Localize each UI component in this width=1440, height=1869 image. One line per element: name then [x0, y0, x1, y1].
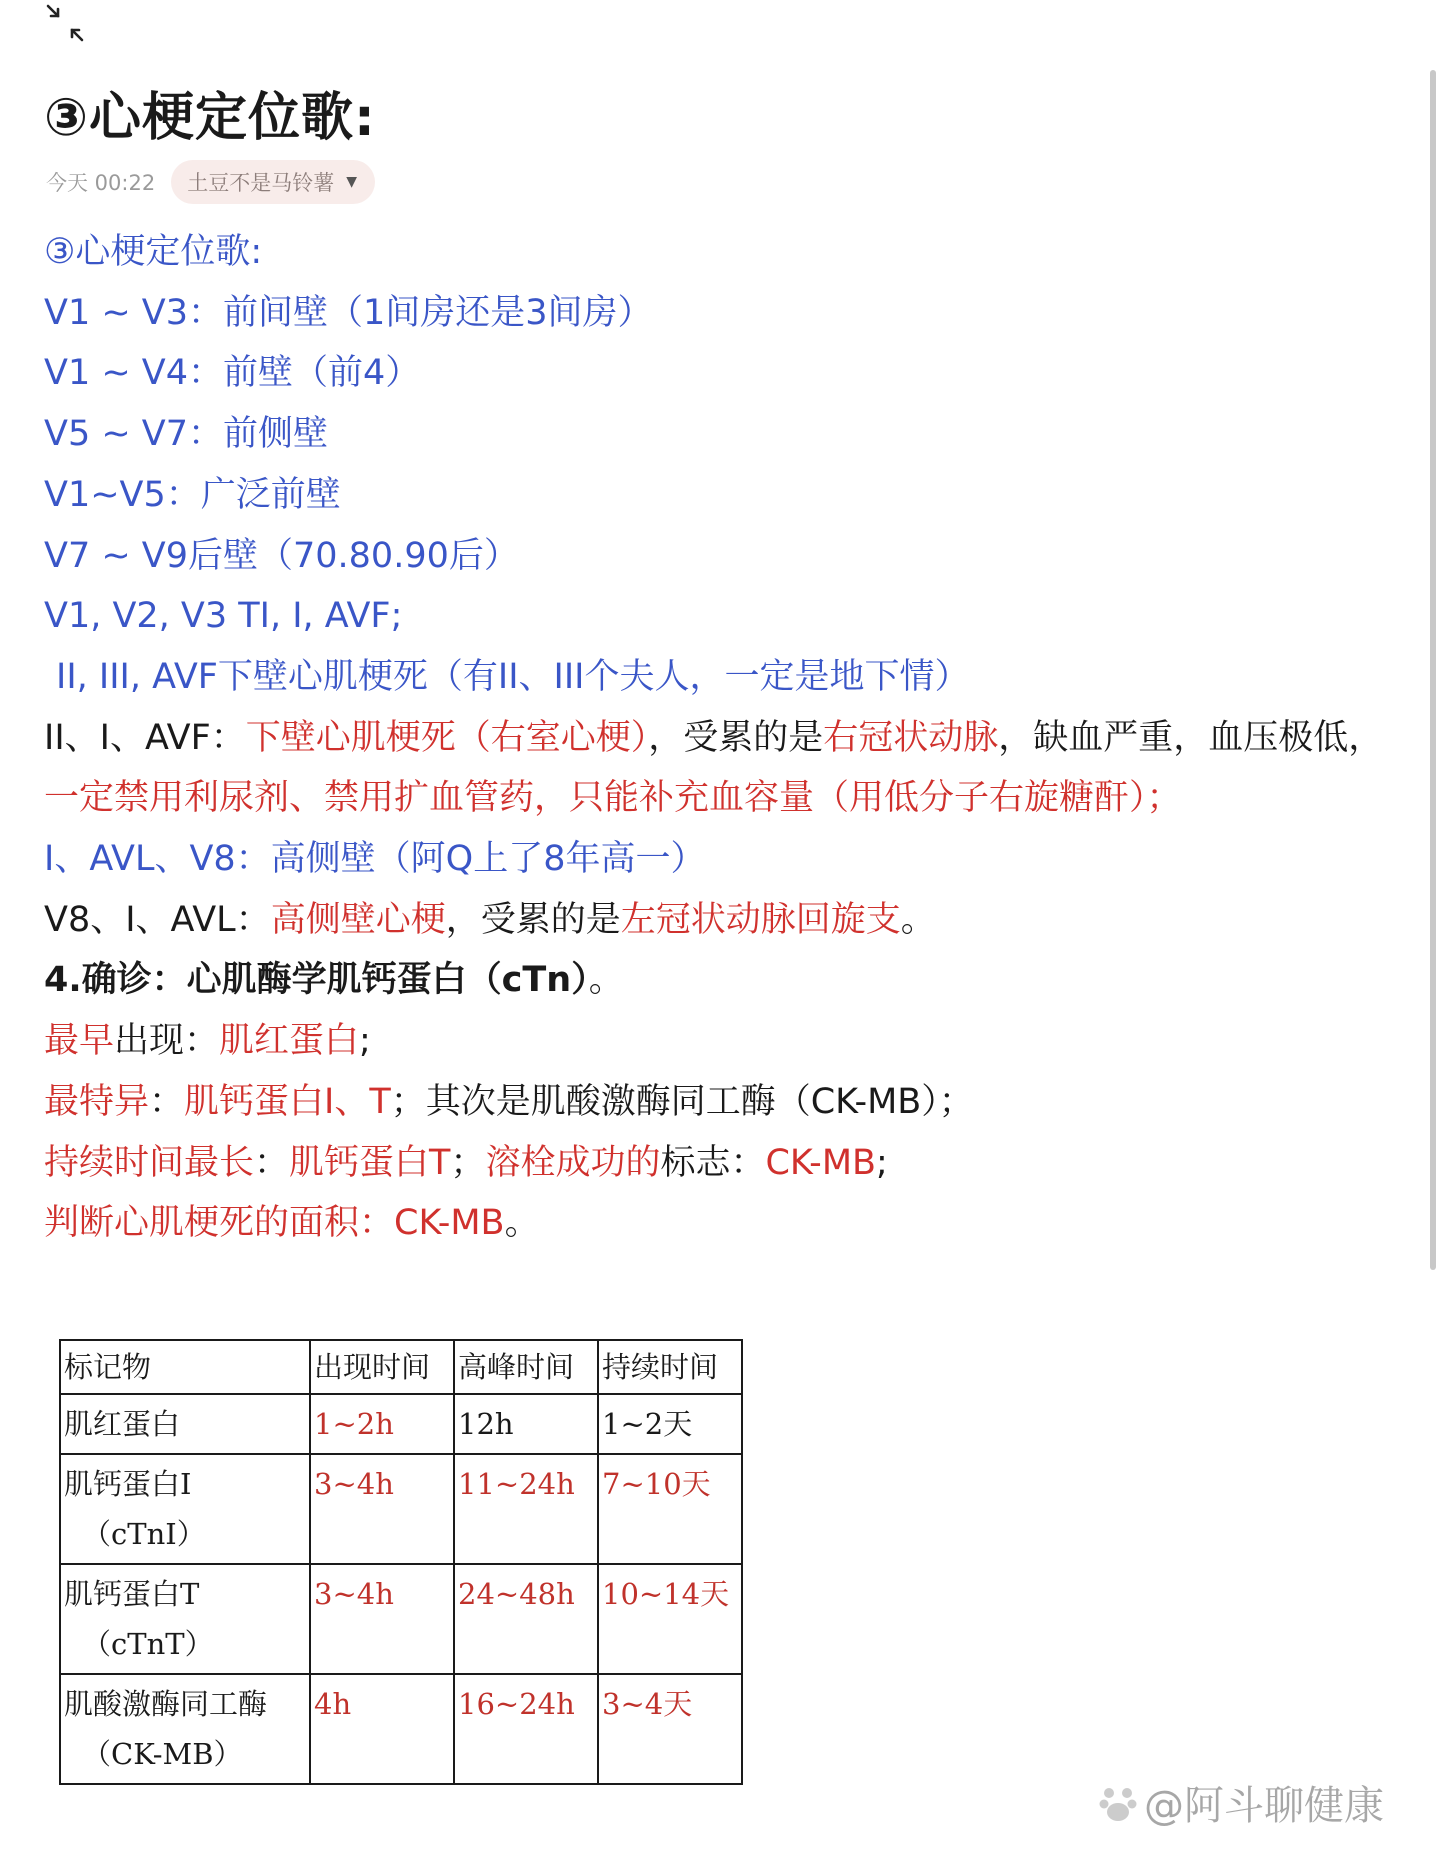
text-span: 最特异 — [44, 1081, 150, 1122]
marker-name: 肌红蛋白 — [64, 1407, 181, 1441]
note-body — [44, 222, 1404, 1254]
scrollbar[interactable] — [1430, 70, 1436, 1270]
text-span: 溶栓成功的 — [485, 1142, 661, 1183]
text-line: V1~V5：广泛前壁 — [44, 474, 341, 515]
text-line — [44, 890, 1404, 951]
du-logo-icon — [1098, 1783, 1138, 1823]
marker-name: 肌钙蛋白I — [64, 1467, 192, 1501]
text-line: ③心梗定位歌: — [44, 232, 263, 272]
marker-abbrev: （cTnT） — [82, 1627, 214, 1661]
peak-time-cell: 16~24h — [454, 1674, 598, 1784]
text-span: ；其次是肌酸激酶同工酶（CK-MB）； — [390, 1081, 974, 1122]
text-span: 肌红蛋白 — [219, 1021, 360, 1062]
duration-cell: 3~4天 — [598, 1674, 742, 1784]
marker-abbrev: （CK-MB） — [82, 1737, 243, 1771]
text-span: ; — [876, 1142, 888, 1183]
text-span: ，缺血严重，血压极低， — [998, 717, 1384, 758]
text-span: 标志： — [660, 1142, 766, 1183]
table-row — [60, 1454, 742, 1564]
table-row — [60, 1674, 742, 1784]
text-line — [44, 1133, 1404, 1194]
caret-down-icon: ▼ — [346, 174, 357, 190]
watermark-text: @阿斗聊健康 — [1144, 1783, 1384, 1829]
text-line: I、AVL、V8：高侧壁（阿Q上了8年高一） — [44, 839, 706, 880]
appear-time-cell: 3~4h — [310, 1454, 454, 1564]
text-line — [44, 1193, 1404, 1254]
marker-name: 肌酸激酶同工酶 — [64, 1687, 268, 1721]
text-span: ; — [359, 1021, 371, 1062]
text-span: 出现： — [114, 1021, 220, 1062]
peak-time-cell: 12h — [454, 1394, 598, 1454]
text-line: V1, V2, V3 TI, I, AVF; — [44, 596, 403, 637]
peak-time-cell: 11~24h — [454, 1454, 598, 1564]
text-span: 。 — [504, 1203, 540, 1244]
text-span: V8、I、AVL： — [44, 899, 271, 940]
text-span: 右冠状动脉 — [823, 717, 999, 758]
text-span: CK-MB — [765, 1142, 877, 1183]
note-meta — [46, 160, 375, 204]
peak-time-cell: 24~48h — [454, 1564, 598, 1674]
text-span: ，受累的是 — [648, 717, 824, 758]
table-header-row — [60, 1340, 742, 1394]
text-span: ： — [254, 1142, 290, 1183]
table-row — [60, 1564, 742, 1674]
marker-abbrev: （cTnI） — [82, 1517, 206, 1551]
watermark — [1098, 1774, 1384, 1831]
text-span: 肌钙蛋白I、T — [184, 1081, 391, 1122]
text-line: V1 ~ V4：前壁（前4） — [44, 353, 421, 394]
text-span: ： — [149, 1081, 185, 1122]
text-span: 持续时间最长 — [44, 1142, 255, 1183]
marker-name-cell — [60, 1454, 310, 1564]
marker-name-cell — [60, 1674, 310, 1784]
text-span: ，受累的是 — [445, 899, 621, 940]
marker-table — [59, 1339, 743, 1785]
text-line: V1 ~ V3：前间壁（1间房还是3间房） — [44, 292, 653, 333]
section-heading: 4.确诊：心肌酶学肌钙蛋白（cTn） — [44, 960, 589, 1001]
duration-cell: 10~14天 — [598, 1564, 742, 1674]
timestamp: 今天 00:22 — [46, 171, 156, 195]
text-line — [44, 1072, 1404, 1133]
duration-cell: 7~10天 — [598, 1454, 742, 1564]
text-line — [44, 1011, 1404, 1072]
marker-name-cell — [60, 1564, 310, 1674]
column-header: 高峰时间 — [454, 1340, 598, 1394]
text-span: 下壁心肌梗死（右室心梗） — [245, 717, 649, 758]
text-paragraph — [44, 708, 1394, 829]
author-tag-dropdown[interactable] — [171, 160, 375, 204]
collapse-icon[interactable] — [44, 2, 88, 42]
text-span: II、I、AVF： — [44, 717, 246, 758]
text-span: 肌钙蛋白T — [289, 1142, 451, 1183]
text-span: 最早 — [44, 1021, 115, 1062]
text-span: 一定禁用利尿剂、禁用扩血管药，只能补充血容量（用低分子右旋糖酐）； — [44, 778, 1182, 819]
table-row — [60, 1394, 742, 1454]
text-span: 。 — [900, 899, 936, 940]
appear-time-cell: 3~4h — [310, 1564, 454, 1674]
text-line: V7 ~ V9后壁（70.80.90后） — [44, 535, 519, 576]
column-header: 标记物 — [60, 1340, 310, 1394]
text-span: 左冠状动脉回旋支 — [620, 899, 901, 940]
appear-time-cell: 4h — [310, 1674, 454, 1784]
text-line: V5 ~ V7：前侧壁 — [44, 414, 328, 455]
author-tag-label: 土豆不是马铃薯 — [187, 171, 335, 195]
text-span: ； — [450, 1142, 486, 1183]
appear-time-cell: 1~2h — [310, 1394, 454, 1454]
marker-name: 肌钙蛋白T — [64, 1577, 200, 1611]
column-header: 持续时间 — [598, 1340, 742, 1394]
column-header: 出现时间 — [310, 1340, 454, 1394]
marker-name-cell — [60, 1394, 310, 1454]
text-line: II, III, AVF下壁心肌梗死（有II、III个夫人，一定是地下情） — [56, 656, 970, 697]
page-title: ③心梗定位歌: — [44, 88, 376, 148]
text-span: 。 — [588, 960, 624, 1001]
text-span: 判断心肌梗死的面积：CK-MB — [44, 1203, 505, 1244]
text-line — [44, 950, 1404, 1011]
text-span: 高侧壁心梗 — [270, 899, 446, 940]
duration-cell: 1~2天 — [598, 1394, 742, 1454]
